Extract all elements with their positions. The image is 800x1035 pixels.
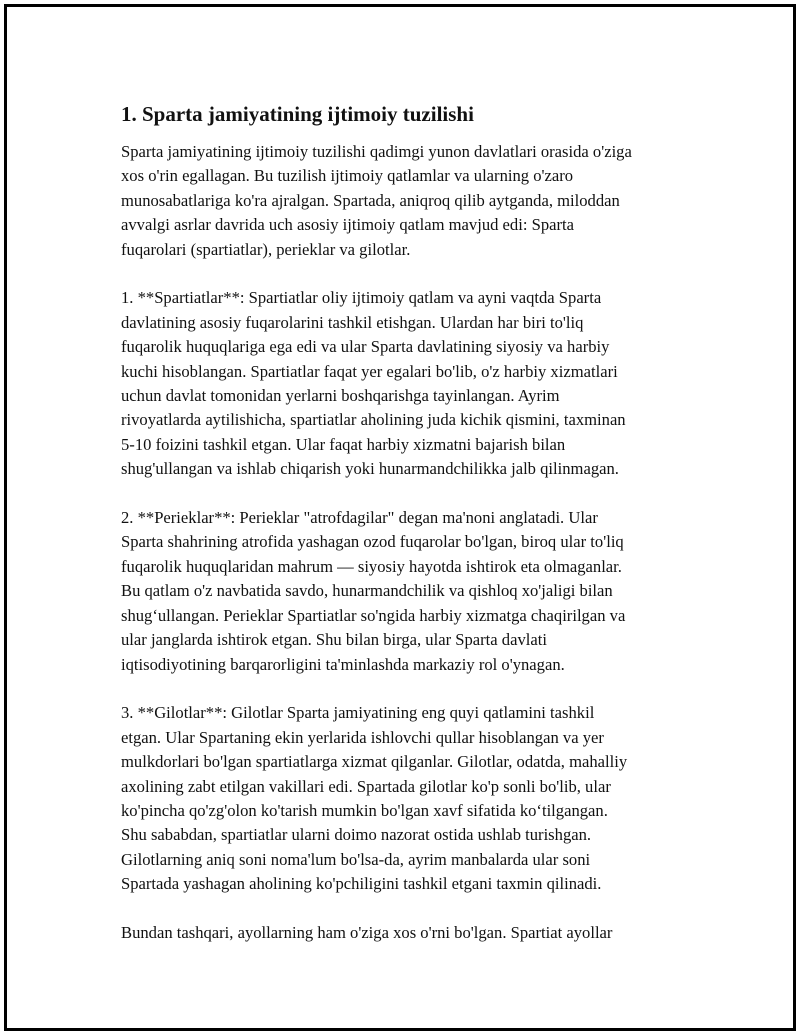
text-line: mulkdorlari bo'lgan spartiatlarga xizmat qilganlar. Gilotlar, odatda, mahalliy <box>121 752 628 772</box>
page-frame <box>4 4 796 1031</box>
text-line: ko'pincha qo'zg'olon ko'tarish mumkin bo'lgan xavf sifatida ko‘tilgangan. <box>121 800 608 820</box>
text-line: fuqarolik huquqlariga ega edi va ular Sparta davlatining siyosiy va harbiy <box>121 337 610 357</box>
text-line: Sparta shahrining atrofida yashagan ozod fuqarolar bo'lgan, biroq ular to'liq <box>121 532 624 552</box>
text-line: kuchi hisoblangan. Spartiatlar faqat yer egalari bo'lib, o'z harbiy xizmatlari <box>121 361 618 381</box>
text-line: axolining zabt etilgan vakillari edi. Spartada gilotlar ko'p sonli bo'lib, ular <box>121 776 611 796</box>
text-line: Bundan tashqari, ayollarning ham o'ziga xos o'rni bo'lgan. Spartiat ayollar <box>121 922 613 942</box>
text-line: rivoyatlarda aytilishicha, spartiatlar aholining juda kichik qismini, taxminan <box>121 410 626 430</box>
text-line: Shu sababdan, spartiatlar ularni doimo nazorat ostida ushlab turishgan. <box>121 825 592 845</box>
paragraphs <box>121 140 681 945</box>
text-line: 2. **Perieklar**: Perieklar "atrofdagilar" degan ma'noni anglatadi. Ular <box>121 508 598 528</box>
text-line: ular janglarda ishtirok etgan. Shu bilan birga, ular Sparta davlati <box>121 630 547 650</box>
text-line: Sparta jamiyatining ijtimoiy tuzilishi qadimgi yunon davlatlari orasida o'ziga <box>121 142 632 161</box>
section-title: 1. Sparta jamiyatining ijtimoiy tuzilishi <box>121 102 474 126</box>
document-body <box>121 101 681 970</box>
text-line: Gilotlarning aniq soni noma'lum bo'lsa-da, ayrim manbalarda ular soni <box>121 849 591 869</box>
text-line: fuqarolik huquqlaridan mahrum — siyosiy hayotda ishtirok eta olmaganlar. <box>121 556 622 576</box>
text-line: xos o'rin egallagan. Bu tuzilish ijtimoiy qatlamlar va ularning o'zaro <box>121 166 574 186</box>
text-line: 1. **Spartiatlar**: Spartiatlar oliy ijtimoiy qatlam va ayni vaqtda Sparta <box>121 288 602 308</box>
text-line: davlatining asosiy fuqarolarini tashkil etishgan. Ulardan har biri to'liq <box>121 312 584 332</box>
text-line: Spartada yashagan aholining ko'pchiligini tashkil etgani taxmin qilinadi. <box>121 874 602 894</box>
text-line: fuqarolari (spartiatlar), perieklar va gilotlar. <box>121 239 411 259</box>
paragraph <box>121 286 681 481</box>
text-line: avvalgi asrlar davrida uch asosiy ijtimoiy qatlam mavjud edi: Sparta <box>121 215 574 235</box>
text-line: 5-10 foizini tashkil etgan. Ular faqat harbiy xizmatni bajarish bilan <box>121 434 566 454</box>
paragraph <box>121 921 681 945</box>
text-line: etgan. Ular Spartaning ekin yerlarida ishlovchi qullar hisoblangan va yer <box>121 727 604 747</box>
text-line: 3. **Gilotlar**: Gilotlar Sparta jamiyatining eng quyi qatlamini tashkil <box>121 703 595 723</box>
paragraph <box>121 140 681 262</box>
paragraph <box>121 506 681 677</box>
text-line: shug‘ullangan. Perieklar Spartiatlar so'ngida harbiy xizmatga chaqirilgan va <box>121 605 626 625</box>
text-line: iqtisodiyotining barqarorligini ta'minlashda markaziy rol o'ynagan. <box>121 654 565 674</box>
paragraph <box>121 701 681 896</box>
text-line: shug'ullangan va ishlab chiqarish yoki hunarmandchilikka jalb qilinmagan. <box>121 459 619 479</box>
text-line: munosabatlariga ko'ra ajralgan. Spartada, aniqroq qilib aytganda, miloddan <box>121 190 620 210</box>
text-line: Bu qatlam o'z navbatida savdo, hunarmandchilik va qishloq xo'jaligi bilan <box>121 581 613 601</box>
text-line: uchun davlat tomonidan yerlarni boshqarishga tayinlangan. Ayrim <box>121 386 560 406</box>
